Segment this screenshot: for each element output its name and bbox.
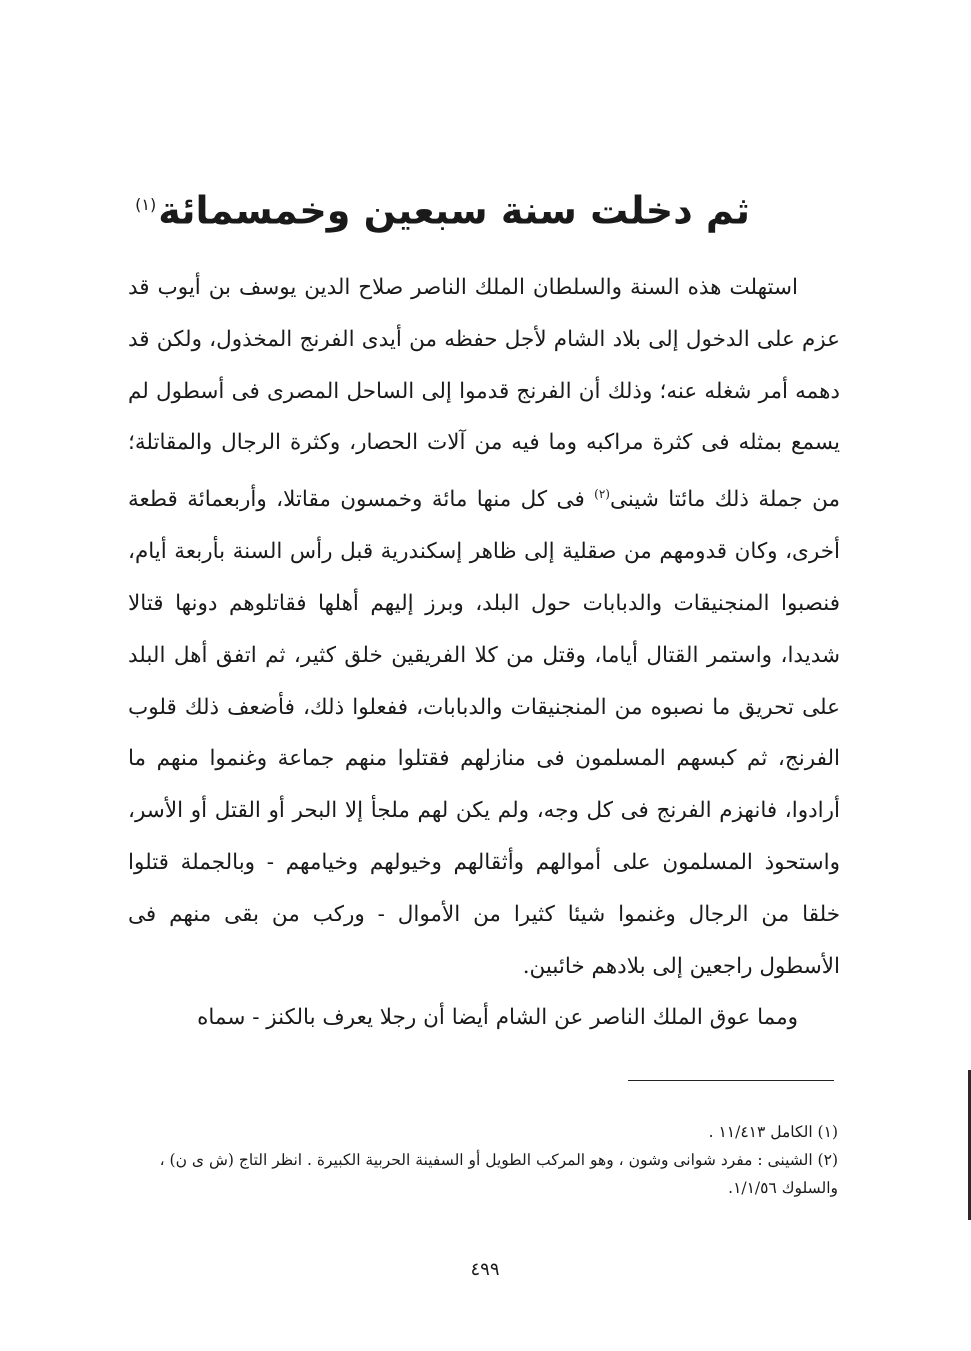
page-number: ٤٩٩ [470, 1259, 500, 1280]
paragraph-1-part-1: استهلت هذه السنة والسلطان الملك الناصر صلاح الدين يوسف بن أيوب قد عزم على الدخول إلى بلاد الشام لأجل حفظه من أيدى الفرنج المخذول، ولكن قد دهمه أمر شغله عنه؛ وذلك أن الفرنج قدموا إلى الساحل المصرى فى أسطول لم يسمع بمثله فى كثرة مراكبه وما فيه من آلات الحصار، وكثرة الرجال والمقاتلة؛ من جملة ذلك مائتا شينى [128, 275, 840, 513]
footnote-2: (٢) الشينى : مفرد شوانى وشون ، وهو المركب الطويل أو السفينة الحربية الكبيرة . انظر التاج (ش ى ن) ، والسلوك ١/١/٥٦. [159, 1151, 838, 1197]
paragraph-1-footnote-ref[interactable]: (٢) [594, 487, 610, 502]
chapter-title [135, 165, 750, 251]
paragraph-1 [128, 262, 840, 992]
paragraph-1-part-2: فى كل منها مائة وخمسون مقاتلا، وأربعمائة قطعة أخرى، وكان قدومهم من صقلية إلى ظاهر إسكندرية قبل رأس السنة بأربعة أيام، فنصبوا المنجنيقات والدبابات حول البلد، وبرز إليهم أهلها فقاتلوهم دونها قتالا شديدا، واستمر القتال أياما، وقتل من كلا الفريقين خلق كثير، ثم اتفق أهل البلد على تحريق ما نصبوه من المنجنيقات والدبابات، ففعلوا ذلك، فأضعف ذلك قلوب الفرنج، ثم كبسهم المسلمون فى منازلهم فقتلوا منهم جماعة وغنموا منهم ما أرادوا، فانهزم الفرنج فى كل وجه، ولم يكن لهم ملجأ إلا البحر أو القتل أو الأسر، واستحوذ المسلمون على أموالهم وأثقالهم وخيولهم وخيامهم - وبالجملة قتلوا خلقا من الرجال وغنموا شيئا كثيرا من الأموال - وركب من بقى منهم فى الأسطول راجعين إلى بلادهم خائبين. [128, 487, 840, 979]
title-footnote-ref[interactable]: (١) [135, 195, 157, 215]
paragraph-2: ومما عوق الملك الناصر عن الشام أيضا أن رجلا يعرف بالكنز - سماه [197, 1005, 798, 1031]
footnote-separator [628, 1080, 834, 1081]
footnotes [120, 1118, 838, 1202]
footnote-1: (١) الكامل ١١/٤١٣ . [708, 1123, 838, 1141]
chapter-title-text: ثم دخلت سنة سبعين وخمسمائة [158, 189, 750, 234]
main-text [128, 262, 840, 1044]
